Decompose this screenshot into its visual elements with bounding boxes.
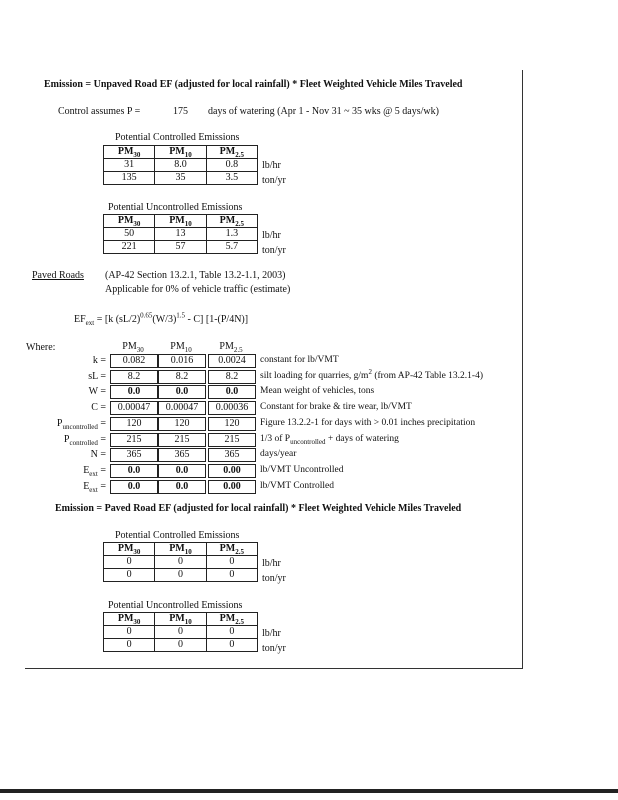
- pm30-header: $PM_{30}$: [104, 146, 155, 159]
- paved-roads-title: Paved Roads: [32, 270, 84, 281]
- unit-tonyr: ton/yr: [262, 245, 286, 256]
- param-value: 0.00036: [208, 401, 256, 415]
- param-label: $E_{ext}$ =: [83, 481, 106, 494]
- table-row: [104, 569, 258, 582]
- param-value: 0.0: [110, 385, 158, 399]
- param-description: days/year: [260, 449, 297, 459]
- param-description: lb/VMT Uncontrolled: [260, 465, 344, 475]
- paved-controlled-table: [103, 542, 258, 582]
- param-description: 1/3 of $P_{uncontrolled}$ + days of watering: [260, 434, 399, 446]
- unpaved-heading: Emission = Unpaved Road EF (adjusted for local rainfall) * Fleet Weighted Vehicle Miles Traveled: [44, 79, 463, 90]
- pm25-header: $PM_{2.5}$: [206, 146, 257, 159]
- cell: 50: [104, 228, 155, 241]
- param-value: 0.00: [208, 480, 256, 494]
- param-value: 120: [208, 417, 256, 431]
- cell: 0: [104, 569, 155, 582]
- unit-tonyr: ton/yr: [262, 573, 286, 584]
- param-value: 0.016: [158, 354, 206, 368]
- cell: 3.5: [206, 172, 257, 185]
- paved-uncontrolled-table: [103, 612, 258, 652]
- pm30-header: $PM_{30}$: [104, 215, 155, 228]
- pm30-col-header: $PM_{30}$: [122, 341, 144, 354]
- pm25-header: $PM_{2.5}$: [206, 215, 257, 228]
- param-value: 8.2: [158, 370, 206, 384]
- cell: 0: [155, 639, 206, 652]
- unit-lbhr: lb/hr: [262, 628, 281, 639]
- param-label: C =: [91, 402, 106, 413]
- paved-source: (AP-42 Section 13.2.1, Table 13.2-1.1, 2003): [105, 270, 286, 281]
- param-label: $E_{ext}$ =: [83, 465, 106, 478]
- param-description: lb/VMT Controlled: [260, 481, 334, 491]
- pm25-col-header: $PM_{2.5}$: [219, 341, 243, 354]
- cell: 31: [104, 159, 155, 172]
- param-value: 0.0: [110, 480, 158, 494]
- param-description: Figure 13.2.2-1 for days with > 0.01 inches precipitation: [260, 418, 476, 428]
- control-label: Control assumes P =: [58, 106, 141, 117]
- param-value: 0.0: [208, 385, 256, 399]
- cell: 0: [206, 626, 257, 639]
- param-value: 365: [110, 448, 158, 462]
- param-value: 0.0: [158, 385, 206, 399]
- pm10-header: $PM_{10}$: [155, 613, 206, 626]
- pm30-header: $PM_{30}$: [104, 543, 155, 556]
- param-description: silt loading for quarries, $g/m^2$ (from AP-42 Table 13.2.1-4): [260, 367, 483, 381]
- cell: 35: [155, 172, 206, 185]
- unit-tonyr: ton/yr: [262, 643, 286, 654]
- unit-tonyr: ton/yr: [262, 175, 286, 186]
- param-value: 0.0: [158, 480, 206, 494]
- param-description: Constant for brake & tire wear, lb/VMT: [260, 402, 412, 412]
- pm25-header: $PM_{2.5}$: [206, 543, 257, 556]
- param-value: 120: [110, 417, 158, 431]
- cell: 13: [155, 228, 206, 241]
- param-label: $P_{uncontrolled}$ =: [56, 418, 106, 431]
- param-value: 215: [110, 433, 158, 447]
- param-label: W =: [88, 386, 106, 397]
- control-value: 175: [173, 106, 188, 117]
- param-label: sL =: [88, 371, 106, 382]
- pm30-header: $PM_{30}$: [104, 613, 155, 626]
- param-value: 0.082: [110, 354, 158, 368]
- cell: 0: [206, 569, 257, 582]
- cell: 8.0: [155, 159, 206, 172]
- cell: 5.7: [206, 241, 257, 254]
- param-value: 120: [158, 417, 206, 431]
- unpaved-uncontrolled-table: [103, 214, 258, 254]
- pm25-header: $PM_{2.5}$: [206, 613, 257, 626]
- pm10-header: $PM_{10}$: [155, 146, 206, 159]
- unpaved-uncontrolled-title: Potential Uncontrolled Emissions: [108, 202, 243, 213]
- cell: 0: [104, 626, 155, 639]
- param-label: k =: [92, 355, 106, 366]
- table-row: [104, 159, 258, 172]
- pm10-header: $PM_{10}$: [155, 543, 206, 556]
- cell: 0.8: [206, 159, 257, 172]
- table-row: [104, 172, 258, 185]
- param-value: 0.0024: [208, 354, 256, 368]
- param-value: 0.0: [110, 464, 158, 478]
- pm10-header: $PM_{10}$: [155, 215, 206, 228]
- cell: 1.3: [206, 228, 257, 241]
- unit-lbhr: lb/hr: [262, 230, 281, 241]
- param-value: 0.00047: [158, 401, 206, 415]
- param-value: 0.0: [158, 464, 206, 478]
- unit-lbhr: lb/hr: [262, 160, 281, 171]
- table-row: [104, 241, 258, 254]
- param-value: 8.2: [110, 370, 158, 384]
- param-value: 215: [208, 433, 256, 447]
- param-label: $P_{controlled}$ =: [63, 434, 106, 447]
- cell: 0: [155, 569, 206, 582]
- cell: 57: [155, 241, 206, 254]
- cell: 0: [155, 626, 206, 639]
- scan-edge-line: [0, 789, 618, 793]
- param-value: 365: [158, 448, 206, 462]
- paved-controlled-title: Potential Controlled Emissions: [115, 530, 240, 541]
- paved-formula: $EF_{ext} = [k$ $(sL/2)^{0.65}(W/3)^{1.5} - C$] [1-(P/4N)]: [74, 311, 249, 327]
- control-note: days of watering (Apr 1 - Nov 31 ~ 35 wks @ 5 days/wk): [208, 106, 439, 117]
- unpaved-controlled-title: Potential Controlled Emissions: [115, 132, 240, 143]
- param-description: constant for lb/VMT: [260, 355, 339, 365]
- param-value: 0.00: [208, 464, 256, 478]
- param-value: 0.00047: [110, 401, 158, 415]
- cell: 135: [104, 172, 155, 185]
- table-row: [104, 228, 258, 241]
- cell: 0: [104, 556, 155, 569]
- table-row: [104, 556, 258, 569]
- cell: 0: [104, 639, 155, 652]
- where-label: Where:: [26, 342, 56, 353]
- cell: 0: [155, 556, 206, 569]
- unit-lbhr: lb/hr: [262, 558, 281, 569]
- param-value: 215: [158, 433, 206, 447]
- pm10-col-header: $PM_{10}$: [170, 341, 192, 354]
- unpaved-controlled-table: [103, 145, 258, 185]
- paved-applicable: Applicable for 0% of vehicle traffic (estimate): [105, 284, 291, 295]
- param-label: N =: [90, 449, 106, 460]
- paved-heading: Emission = Paved Road EF (adjusted for local rainfall) * Fleet Weighted Vehicle Miles Traveled: [55, 503, 462, 514]
- param-value: 365: [208, 448, 256, 462]
- param-value: 8.2: [208, 370, 256, 384]
- param-description: Mean weight of vehicles, tons: [260, 386, 375, 396]
- table-row: [104, 626, 258, 639]
- table-row: [104, 639, 258, 652]
- cell: 0: [206, 556, 257, 569]
- cell: 0: [206, 639, 257, 652]
- cell: 221: [104, 241, 155, 254]
- paved-uncontrolled-title: Potential Uncontrolled Emissions: [108, 600, 243, 611]
